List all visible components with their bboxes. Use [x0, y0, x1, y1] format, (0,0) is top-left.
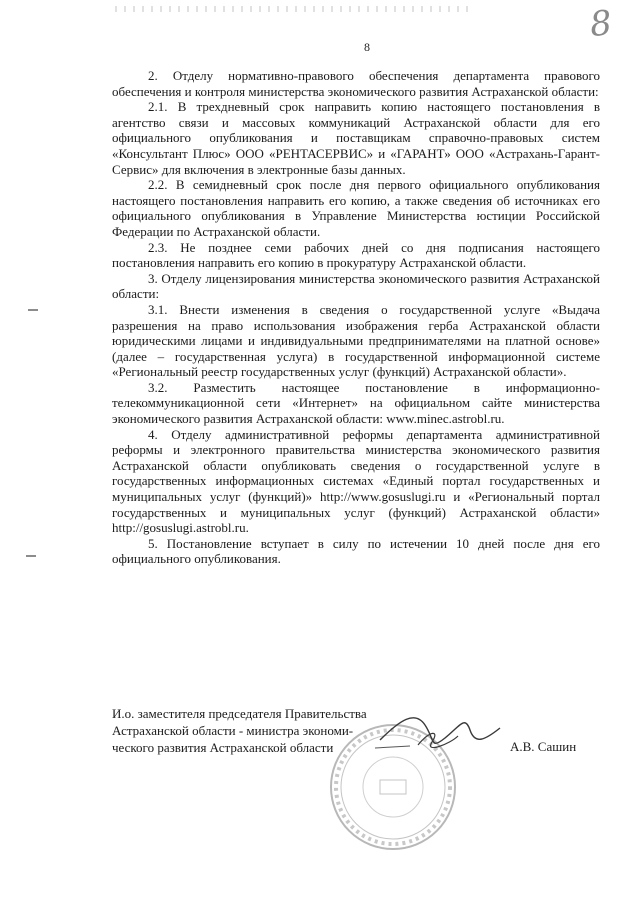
paragraph-3: 3. Отделу лицензирования министерства экономического развития Астраханской области:: [112, 270, 600, 302]
paragraph-2-2: 2.2. В семидневный срок после дня первого официального опубликования настоящего постановления направить его копию, а также сведения об источниках его официального опубликования в Управление Министерства юстиции Российской Федерации по Астраханской области.: [112, 177, 600, 239]
signer-title-line: И.о. заместителя председателя Правительства: [112, 706, 367, 721]
paragraph-5: 5. Постановление вступает в силу по истечении 10 дней после дня его официального опубликования.: [112, 535, 600, 567]
handwritten-page-number: 8: [587, 2, 614, 46]
scan-noise-strip: [115, 6, 475, 12]
paragraph-2: 2. Отделу нормативно-правового обеспечения департамента правового обеспечения и контроля министерства экономического развития Астраханской области:: [112, 68, 600, 99]
margin-mark: [28, 309, 38, 311]
margin-mark: [26, 555, 36, 557]
signer-name: А.В. Сашин: [510, 739, 577, 754]
paragraph-3-2: 3.2. Разместить настоящее постановление в информационно-телекоммуникационной сети «Интернет» на официальном сайте министерства экономического развития Астраханской области: www.minec.astrobl.ru.: [112, 379, 600, 427]
paragraph-4: 4. Отделу административной реформы департамента административной реформы и электронного правительства министерства экономического развития Астраханской области опубликовать сведения о государственной услуге в государственных информационных системах «Единый портал государственных и муниципальных услуг (функций)» http://www.gosuslugi.ru и «Региональный портал государственных и муниципальных услуг (функций) Астраханской области» http://gosuslugi.astrobl.ru.: [112, 426, 600, 536]
signer-title-line: Астраханской области - министра экономи-: [112, 723, 354, 738]
paragraph-2-3: 2.3. Не позднее семи рабочих дней со дня подписания настоящего постановления направить его копию в прокуратуру Астраханской области.: [112, 239, 600, 271]
signer-title-line: ческого развития Астраханской области: [112, 740, 334, 755]
document-body: [112, 68, 600, 567]
page-number: 8: [364, 40, 370, 54]
paragraph-2-1: 2.1. В трехдневный срок направить копию настоящего постановления в агентство связи и массовых коммуникаций Астраханской области для его официального опубликования и поставщикам справочно-правовых систем «Консультант Плюс» ООО «РЕНТАСЕРВИС» и «ГАРАНТ» ООО «Астрахань-Гарант-Сервис» для включения в электронные базы данных.: [112, 99, 600, 177]
paragraph-3-1: 3.1. Внести изменения в сведения о государственной услуге «Выдача разрешения на право использования изображения герба Астраханской области юридическими лицами и индивидуальными предпринимателями на платной основе» (далее – государственная услуга) в государственной информационной системе «Региональный реестр государственных услуг (функций) Астраханской области».: [112, 301, 600, 380]
